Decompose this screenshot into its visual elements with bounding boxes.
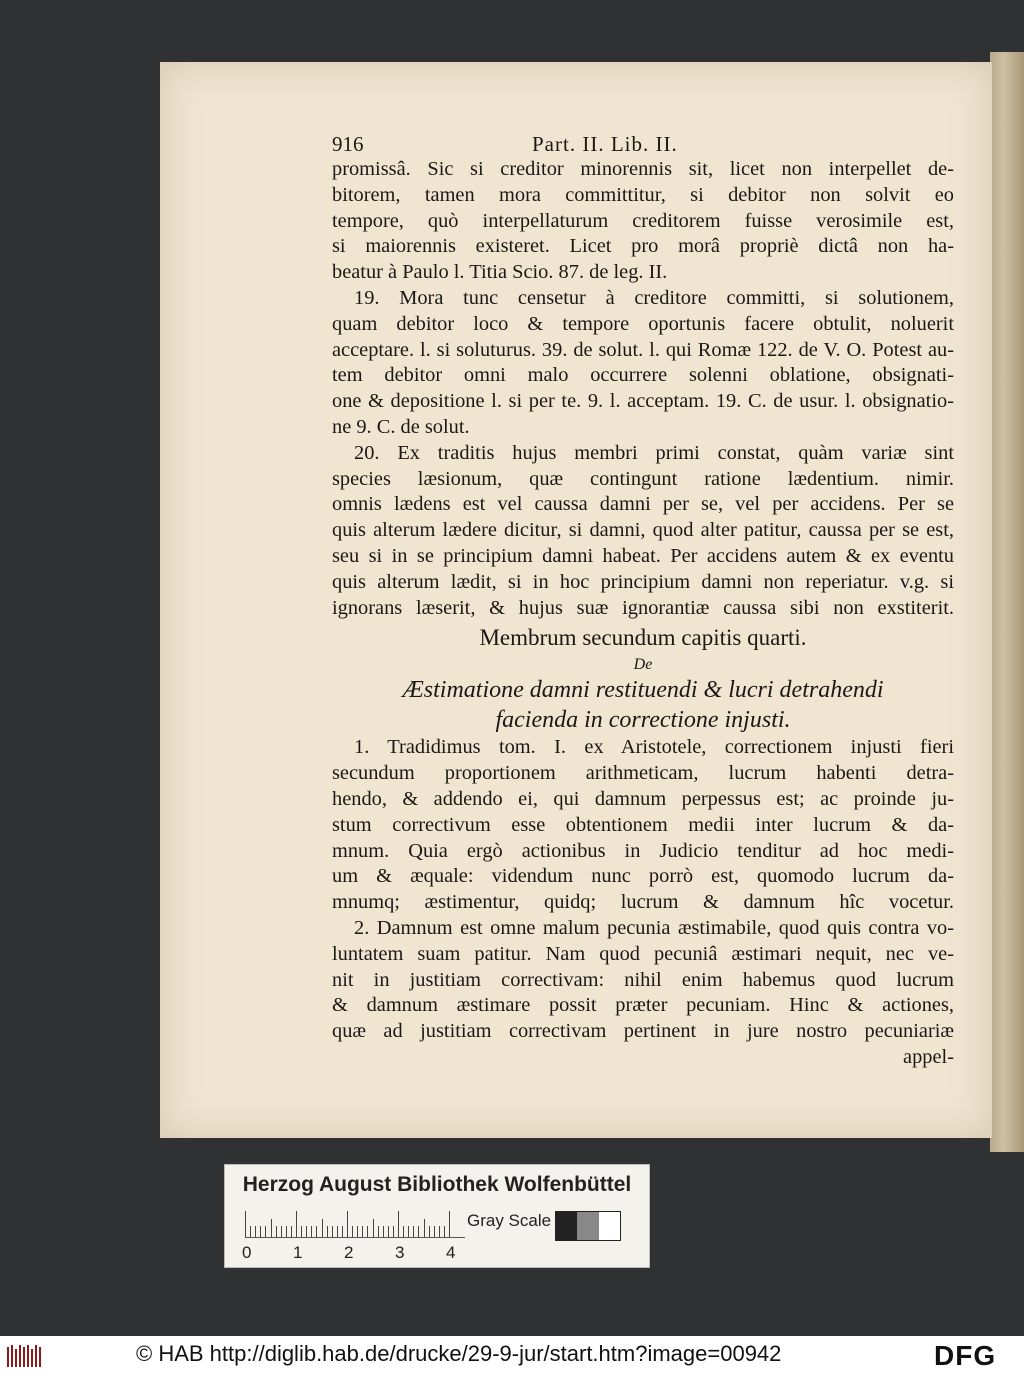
ruler-tick (291, 1226, 292, 1237)
ruler-tick (367, 1226, 368, 1237)
ruler-tick (434, 1226, 435, 1237)
hab-logo-icon (6, 1343, 44, 1369)
ruler-tick (393, 1226, 394, 1237)
text-line: & damnum æstimare possit præter pecuniam. Hinc & actiones, (332, 994, 954, 1017)
text-line: ignorans læserit, & hujus suæ ignorantiæ caussa sibi non exstiterit. (332, 596, 954, 619)
text-line: beatur à Paulo l. Titia Scio. 87. de leg. II. (332, 261, 668, 284)
text-line: promissâ. Sic si creditor minorennis sit, licet non interpellet de- (332, 158, 954, 180)
text-line: tempore, quò interpellaturum creditorem fuisse verosimile est, (332, 209, 954, 232)
ruler-tick (449, 1211, 450, 1237)
ruler-tick (424, 1219, 425, 1237)
text-line: mnum. Quia ergò actionibus in Judicio tenditur ad hoc medi- (332, 839, 954, 862)
ruler-tick (398, 1211, 399, 1237)
ruler-number: 4 (446, 1243, 456, 1262)
dfg-logo: DFG (934, 1340, 997, 1371)
ruler-number: 3 (395, 1243, 405, 1262)
gray-scale-label: Gray Scale (467, 1211, 552, 1230)
text-line: nit in justitiam correctivam: nihil enim habemus quod lucrum (332, 968, 954, 991)
ruler-tick (347, 1211, 348, 1237)
ruler-tick (403, 1226, 404, 1237)
text-line: one & depositione l. si per te. 9. l. acceptam. 19. C. de usur. l. obsignatio- (332, 390, 954, 413)
ruler-tick (362, 1226, 363, 1237)
ruler-tick (388, 1226, 389, 1237)
ruler-tick (444, 1226, 445, 1237)
footer-bar (0, 1336, 1024, 1376)
text-line: luntatem suam patitur. Nam quod pecuniâ æstimari nequit, nec ve- (332, 942, 954, 965)
ruler-tick (413, 1226, 414, 1237)
text-line: 20. Ex traditis hujus membri primi constat, quàm variæ sint (354, 441, 954, 464)
ruler-tick (373, 1219, 374, 1237)
footer-url[interactable]: © HAB http://diglib.hab.de/drucke/29-9-jur/start.htm?image=00942 (136, 1341, 782, 1366)
ruler-tick (286, 1226, 287, 1237)
text-line: quam debitor loco & tempore oportunis facere obtulit, noluerit (332, 312, 954, 335)
ruler-tick (378, 1226, 379, 1237)
text-line: 1. Tradidimus tom. I. ex Aristotele, correctionem injusti fieri (354, 736, 954, 759)
running-head (332, 132, 792, 156)
text-line: 19. Mora tunc censetur à creditore committi, si solutionem, (354, 286, 954, 309)
ruler-number: 0 (242, 1243, 252, 1262)
text-line: bitorem, tamen mora committitur, si debitor non solvit eo (332, 183, 954, 206)
ruler-tick (306, 1226, 307, 1237)
text-line: 2. Damnum est omne malum pecunia æstimabile, quod quis contra vo- (354, 916, 954, 939)
ruler-tick (311, 1226, 312, 1237)
ruler-tick (439, 1226, 440, 1237)
ruler-tick (383, 1226, 384, 1237)
text-line: omnis lædens est vel caussa damni per se, vel per accidens. Per se (332, 493, 954, 516)
gray-scale-swatch (555, 1211, 621, 1241)
text-line: species læsionum, quæ contingunt ratione lædentium. nimir. (332, 467, 954, 490)
text-line: tem debitor omni malo occurrere solenni oblatione, obsignati- (332, 364, 954, 387)
ruler-tick (327, 1226, 328, 1237)
text-line: stum correctivum esse obtentionem medii inter lucrum & da- (332, 813, 954, 836)
text-line: mnumq; æstimentur, quidq; lucrum & damnum hîc vocetur. (332, 891, 954, 914)
text-line: ne 9. C. de solut. (332, 415, 470, 438)
ruler-tick (296, 1211, 297, 1237)
catchword: appel- (903, 1045, 954, 1068)
ruler-tick (250, 1226, 251, 1237)
text-line: quis alterum lædit, si in hoc principium damni non reperiatur. v.g. si (332, 570, 954, 593)
section-heading: Membrum secundum capitis quarti. (479, 625, 807, 651)
ruler-tick (301, 1226, 302, 1237)
page-body (332, 157, 954, 1071)
ruler-tick (260, 1226, 261, 1237)
ruler-tick (322, 1219, 323, 1237)
text-line: um & æquale: videndum nunc porrò est, quomodo lucrum da- (332, 865, 954, 888)
ruler-number: 2 (344, 1243, 354, 1262)
ruler-tick (265, 1226, 266, 1237)
ruler-tick (271, 1219, 272, 1237)
facing-page-edge (990, 52, 1024, 1152)
ruler-tick (408, 1226, 409, 1237)
color-ruler-card (224, 1164, 650, 1268)
section-title: facienda in correctione injusti. (495, 707, 791, 734)
text-line: secundum proportionem arithmeticam, lucrum habenti detra- (332, 762, 954, 785)
ruler-tick (429, 1226, 430, 1237)
text-line: si maiorennis existeret. Licet pro morâ propriè dictâ non ha- (332, 235, 954, 258)
ruler-tick (245, 1211, 246, 1237)
text-line: acceptare. l. si soluturus. 39. de solut. l. qui Romæ 122. de V. O. Potest au- (332, 338, 954, 361)
library-name: Herzog August Bibliothek Wolfenbüttel (242, 1173, 632, 1196)
text-line: seu si in se principium damni habeat. Per accidens autem & ex eventu (332, 544, 954, 567)
ruler-tick (281, 1226, 282, 1237)
text-line: hendo, & addendo ei, qui damnum perpessus est; ac proinde ju- (332, 787, 954, 810)
text-line: quis alterum lædere dicitur, si damni, quod alter patitur, caussa per se est, (332, 519, 954, 542)
running-title: Part. II. Lib. II. (532, 132, 678, 156)
ruler-tick (342, 1226, 343, 1237)
text-line: quæ ad justitiam correctivam pertinent in jure nostro pecuniariæ (332, 1020, 954, 1043)
page-number: 916 (332, 132, 364, 156)
ruler-tick (316, 1226, 317, 1237)
section-title: Æstimatione damni restituendi & lucri detrahendi (402, 677, 884, 704)
ruler-tick (332, 1226, 333, 1237)
ruler-tick (337, 1226, 338, 1237)
section-subheading: De (633, 656, 653, 674)
ruler-number: 1 (293, 1243, 303, 1262)
measurement-ruler (245, 1209, 465, 1238)
ruler-tick (357, 1226, 358, 1237)
ruler-tick (255, 1226, 256, 1237)
ruler-tick (276, 1226, 277, 1237)
ruler-tick (352, 1226, 353, 1237)
ruler-tick (418, 1226, 419, 1237)
